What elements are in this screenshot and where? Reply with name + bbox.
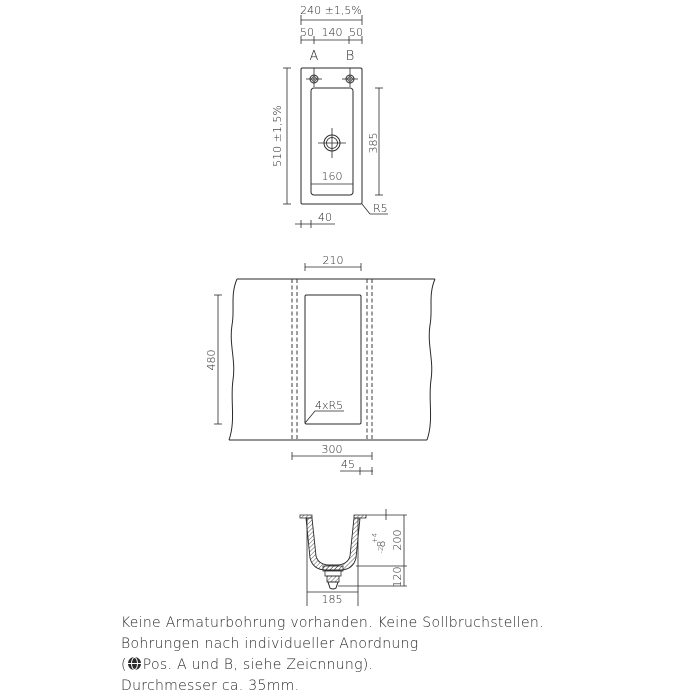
segment-middle-label: 140	[321, 26, 343, 39]
tap-hole-b-icon	[342, 68, 358, 87]
drill-hole-icon	[128, 657, 141, 670]
drain-icon	[318, 128, 346, 158]
edge-offset-label: 40	[318, 211, 332, 224]
segment-left-label: 50	[300, 26, 314, 39]
cutout-view	[205, 254, 435, 475]
side-offset-label: 45	[341, 458, 355, 471]
note-line-3	[121, 655, 544, 676]
top-view	[271, 4, 388, 228]
note-line-3-text: Pos. A und B, siehe Zeicnnung).	[142, 657, 374, 673]
section-view	[300, 509, 407, 606]
tolerance-minus-label: -2	[377, 546, 385, 554]
segment-right-label: 50	[349, 26, 363, 39]
tolerance-plus-label: +4	[371, 532, 379, 544]
position-a-label: A	[309, 49, 319, 64]
corner-radius-label: R5	[373, 202, 388, 215]
bowl-depth-label: 385	[367, 132, 380, 154]
overall-depth-label: 510 ±1,5%	[271, 105, 284, 167]
cutout-depth-label: 480	[205, 349, 218, 371]
cabinet-width-label: 300	[321, 443, 343, 456]
overall-width-label: 240 ±1,5%	[300, 4, 362, 17]
cutout-width-label: 210	[322, 254, 344, 267]
drain-height-label: 120	[391, 566, 404, 588]
position-b-label: B	[345, 49, 355, 64]
note-line-4: Durchmesser ca. 35mm.	[121, 678, 300, 694]
notes	[121, 613, 544, 697]
tolerance-label: 8	[375, 540, 388, 548]
corner-radii-label: 4xR5	[315, 399, 344, 412]
note-line-1: Keine Armaturbohrung vorhanden. Keine Sollbruchstellen.	[121, 615, 544, 631]
note-line-2: Bohrungen nach individueller Anordnung	[121, 636, 419, 652]
tap-hole-a-icon	[306, 68, 322, 87]
note-line-3-prefix: (	[121, 657, 127, 673]
bowl-width-label: 160	[321, 170, 343, 183]
section-height-label: 200	[391, 529, 404, 551]
section-width-label: 185	[321, 593, 343, 606]
